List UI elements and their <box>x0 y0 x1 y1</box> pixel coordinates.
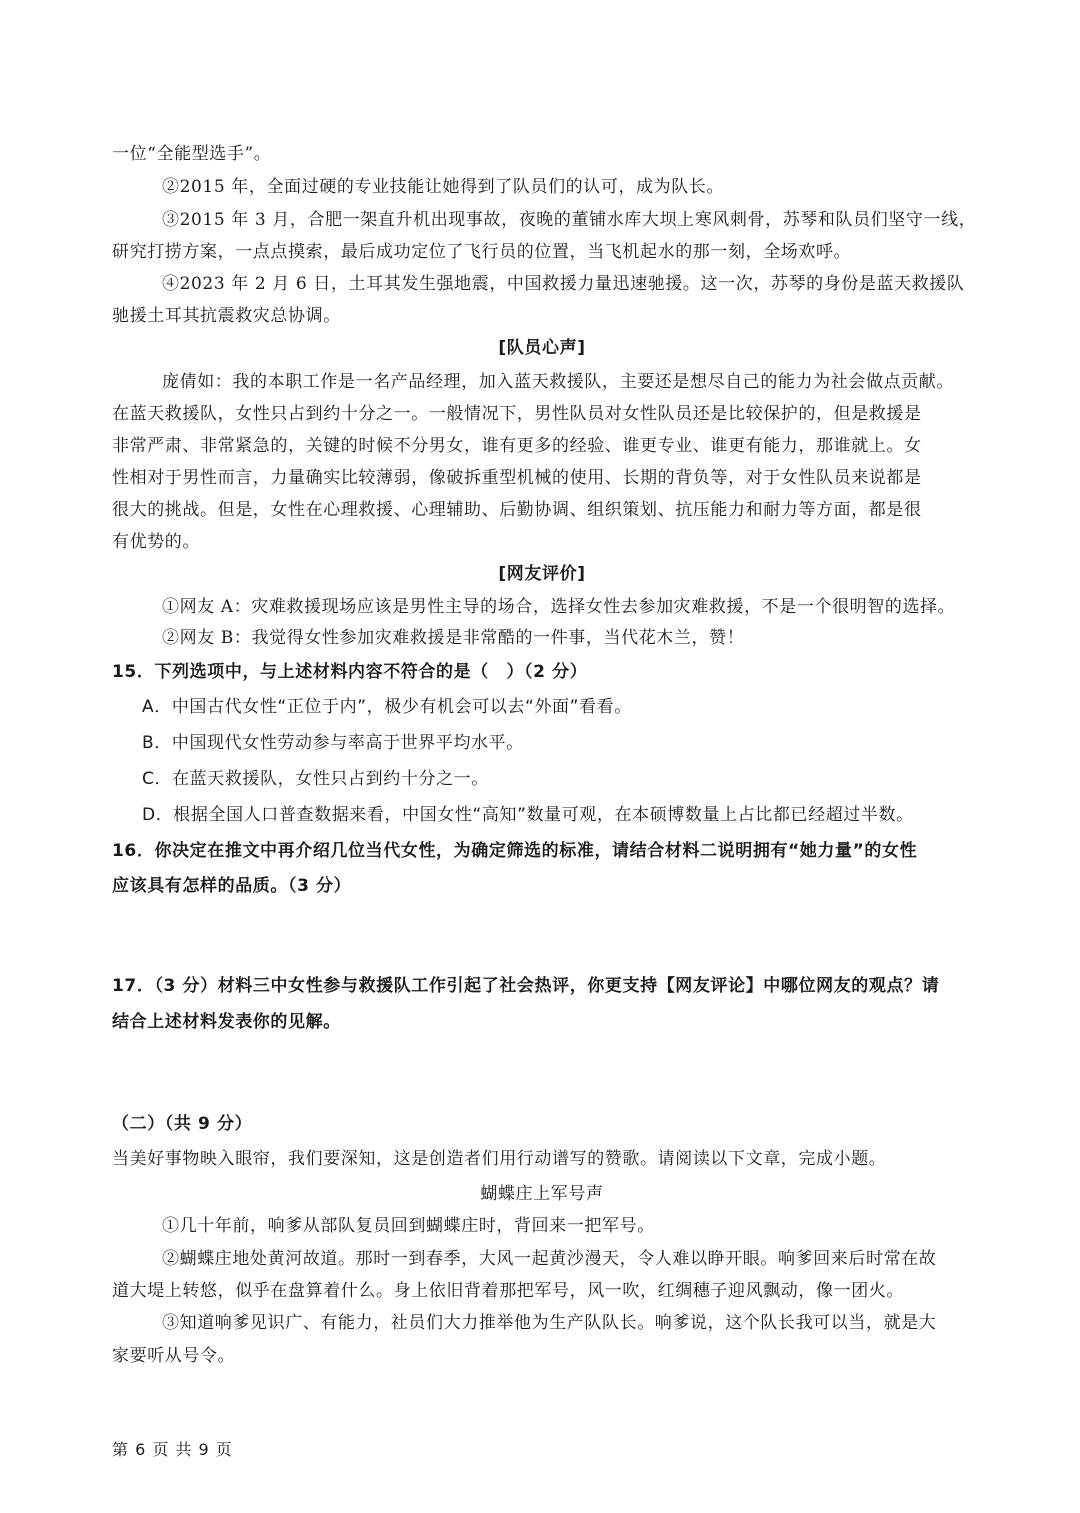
voice-line: 性相对于男性而言，力量确实比较薄弱，像破拆重型机械的使用、长期的背负等，对于女性队员来说都是 <box>112 468 922 488</box>
paragraph-4-line-1: ④2023 年 2 月 6 日，土耳其发生强地震，中国救援力量迅速驰援。这一次，苏琴的身份是蓝天救援队 <box>162 274 965 294</box>
question-15-option-c: C．在蓝天救援队，女性只占到约十分之一。 <box>142 769 489 789</box>
section-2-heading: （二）（共 9 分） <box>112 1114 253 1134</box>
question-15-stem: 15．下列选项中，与上述材料内容不符合的是（ ）（2 分） <box>112 662 588 682</box>
voice-line: 非常严肃、非常紧急的，关键的时候不分男女，谁有更多的经验、谁更专业、谁更有能力，那谁就上。女 <box>112 436 922 456</box>
voice-line: 庞倩如：我的本职工作是一名产品经理，加入蓝天救援队，主要还是想尽自己的能力为社会做点贡献。 <box>162 372 954 392</box>
section-2-intro: 当美好事物映入眼帘，我们要深知，这是创造者们用行动谱写的赞歌。请阅读以下文章，完成小题。 <box>112 1149 887 1169</box>
question-17-line-2: 结合上述材料发表你的见解。 <box>112 1012 341 1032</box>
paragraph-4-line-2: 驰援土耳其抗震救灾总协调。 <box>112 306 341 326</box>
article-paragraph-1: ①几十年前，响爹从部队复员回到蝴蝶庄时，背回来一把军号。 <box>162 1216 655 1236</box>
article-title: 蝴蝶庄上军号声 <box>480 1184 604 1204</box>
review-heading: [网友评价] <box>498 564 586 584</box>
paragraph-continuation: 一位“全能型选手”。 <box>112 144 272 164</box>
question-15-option-b: B．中国现代女性劳动参与率高于世界平均水平。 <box>142 733 524 753</box>
voice-line: 很大的挑战。但是，女性在心理救援、心理辅助、后勤协调、组织策划、抗压能力和耐力等方面，都是很 <box>112 500 922 520</box>
article-paragraph-3-line-2: 家要听从号令。 <box>112 1346 236 1366</box>
paragraph-3-line-2: 研究打捞方案，一点点摸索，最后成功定位了飞行员的位置，当飞机起水的那一刻，全场欢呼。 <box>112 242 852 262</box>
voice-line: 有优势的。 <box>112 532 200 552</box>
question-17-line-1: 17．（3 分）材料三中女性参与救援队工作引起了社会热评，你更支持【网友评论】中哪位网友的观点？请 <box>112 976 940 996</box>
question-16-line-2: 应该具有怎样的品质。（3 分） <box>112 876 352 896</box>
review-b: ②网友 B：我觉得女性参加灾难救援是非常酷的一件事，当代花木兰，赞！ <box>162 628 745 648</box>
paragraph-3-line-1: ③2015 年 3 月，合肥一架直升机出现事故，夜晚的董铺水库大坝上寒风刺骨，苏琴和队员们坚守一线， <box>162 210 977 230</box>
question-15-option-d: D．根据全国人口普查数据来看，中国女性“高知”数量可观，在本硕博数量上占比都已经超过半数。 <box>142 805 914 825</box>
article-paragraph-2-line-1: ②蝴蝶庄地处黄河故道。那时一到春季，大风一起黄沙漫天，令人难以睁开眼。响爹回来后时常在故 <box>162 1249 937 1269</box>
question-16-line-1: 16．你决定在推文中再介绍几位当代女性，为确定筛选的标准，请结合材料二说明拥有“她力量”的女性 <box>112 841 918 861</box>
review-a: ①网友 A：灾难救援现场应该是男性主导的场合，选择女性去参加灾难救援，不是一个很明智的选择。 <box>162 597 956 617</box>
paragraph-2: ②2015 年，全面过硬的专业技能让她得到了队员们的认可，成为队长。 <box>162 177 725 197</box>
voice-heading: [队员心声] <box>498 338 586 358</box>
article-paragraph-2-line-2: 道大堤上转悠，似乎在盘算着什么。身上依旧背着那把军号，风一吹，红绸穗子迎风飘动，像一团火。 <box>112 1281 904 1301</box>
voice-line: 在蓝天救援队，女性只占到约十分之一。一般情况下，男性队员对女性队员还是比较保护的，但是救援是 <box>112 404 922 424</box>
question-15-option-a: A．中国古代女性“正位于内”，极少有机会可以去“外面”看看。 <box>142 697 632 717</box>
article-paragraph-3-line-1: ③知道响爹见识广、有能力，社员们大力推举他为生产队队长。响爹说，这个队长我可以当，就是大 <box>162 1313 937 1333</box>
page-number: 第 6 页 共 9 页 <box>112 1440 233 1459</box>
